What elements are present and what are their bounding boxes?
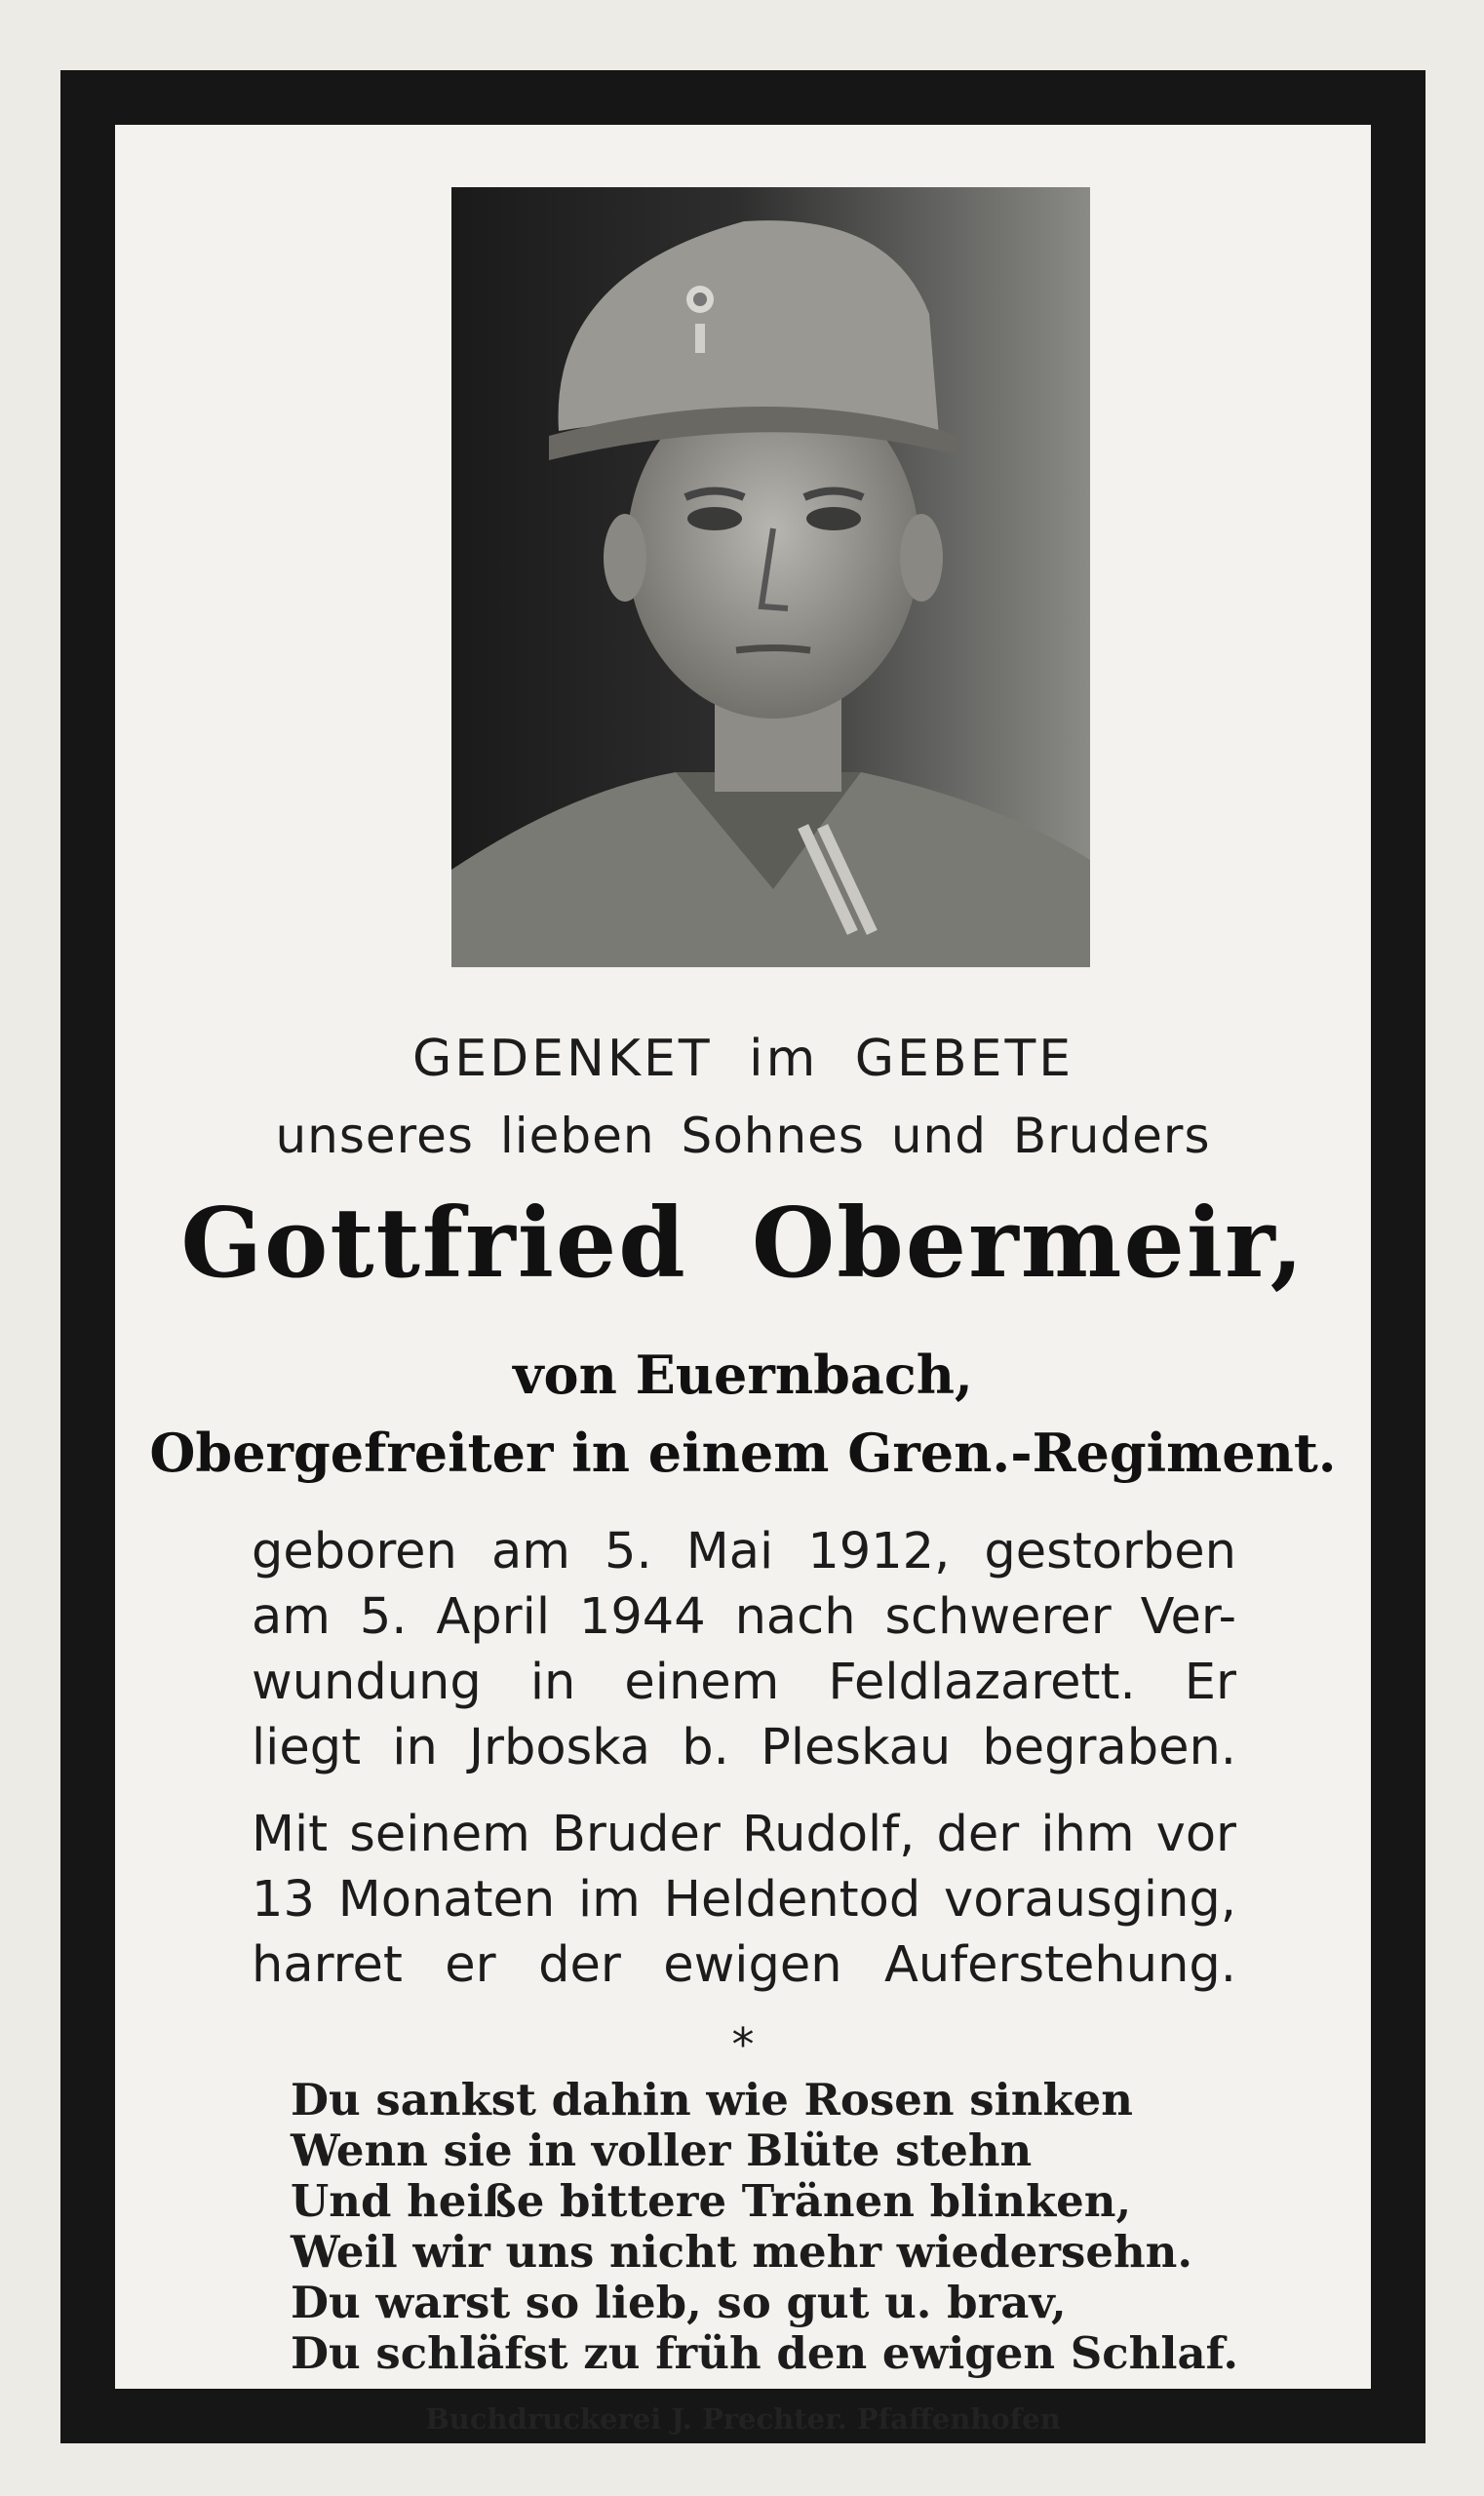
biography-paragraph: [252, 1519, 1236, 1780]
black-mourning-border: [60, 70, 1425, 2443]
biography-line: wundung in einem Feldlazarett. Er: [252, 1654, 1236, 1711]
printer-credit: Buchdruckerei J. Prechter. Pfaffenhofen: [425, 2402, 1061, 2436]
origin: von Euernbach,: [513, 1344, 973, 1406]
poem-line: Wenn sie in voller Blüte stehn: [291, 2125, 1033, 2176]
brother-note-line: 13 Monaten im Heldentod vorausging,: [252, 1871, 1236, 1929]
heading: GEDENKET im GEBETE: [411, 1030, 1074, 1088]
poem: [291, 2075, 1275, 2379]
biography-line: liegt in Jrboska b. Pleskau begraben.: [252, 1719, 1236, 1776]
poem-line: Du sankst dahin wie Rosen sinken: [291, 2074, 1133, 2126]
subheading: unseres lieben Sohnes und Bruders: [275, 1108, 1211, 1164]
brother-note-paragraph: [252, 1802, 1236, 1998]
poem-line: Du warst so lieb, so gut u. brav,: [291, 2277, 1067, 2328]
poem-line: Und heiße bittere Tränen blinken,: [291, 2175, 1132, 2227]
poem-line: Du schläfst zu früh den ewigen Schlaf.: [291, 2327, 1239, 2379]
biography-line: geboren am 5. Mai 1912, gestorben: [252, 1523, 1236, 1580]
asterisk-divider: *: [731, 2018, 755, 2071]
card-paper: [115, 125, 1371, 2436]
biography-line: am 5. April 1944 nach schwerer Ver-: [252, 1588, 1236, 1646]
brother-note-line: Mit seinem Bruder Rudolf, der ihm vor: [252, 1806, 1236, 1863]
deceased-name: Gottfried Obermeir,: [180, 1188, 1306, 1300]
military-rank: Obergefreiter in einem Gren.-Regiment.: [149, 1422, 1337, 1484]
poem-line: Weil wir uns nicht mehr wiedersehn.: [291, 2226, 1193, 2278]
brother-note-line: harret er der ewigen Auferstehung.: [252, 1936, 1236, 1994]
soldier-portrait-icon: [451, 187, 1090, 967]
portrait-photo: [451, 187, 1090, 967]
